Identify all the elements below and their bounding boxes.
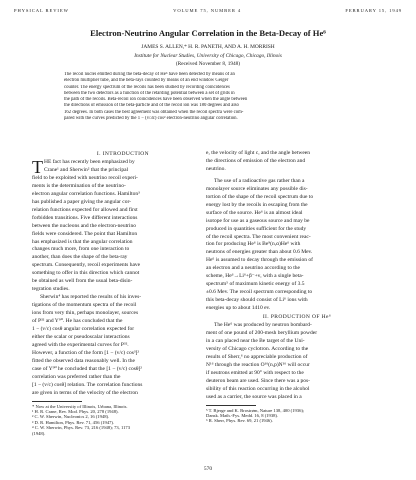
section-heading-introduction: I. INTRODUCTION xyxy=(96,151,150,157)
body-line: another, than does the shape of the beta-ray xyxy=(32,254,128,261)
body-line: ments is the determination of the neutrino- xyxy=(32,182,126,189)
body-line: sibility of this reaction occurring in the alcohol xyxy=(206,385,310,392)
body-line: fields were considered. The point that Hamilton xyxy=(32,230,138,237)
body-line: relation functions expected for allowed and first xyxy=(32,206,138,213)
issue-date: FEBRUARY 15, 1949 xyxy=(345,8,402,13)
footnotes-left xyxy=(32,404,214,436)
footnote: ⁵ T. Bjerge and K. Brostrøm, Nature 138, 400 (1936); xyxy=(206,407,305,413)
footnote-divider xyxy=(32,401,82,402)
body-line: the directions of emission of the electron and xyxy=(206,157,306,164)
body-line: results of Sherr,⁶ no appreciable production of xyxy=(206,353,308,360)
body-line: monolayer source eliminates any possible dis- xyxy=(206,185,308,192)
affiliation: Institute for Nuclear Studies, University of Chicago, Chicago, Illinois xyxy=(134,53,282,59)
body-line: has published a paper giving the angular cor- xyxy=(32,198,132,205)
body-line: neutrino. xyxy=(206,165,226,172)
body-line: However, a function of the form [1 − (v/c) cos³]² xyxy=(32,349,139,356)
body-line: scheme, He⁶→Li⁶+β⁻+ν, with a single beta- xyxy=(206,273,304,280)
body-line: tigations of the momentum spectra of the recoil xyxy=(32,302,137,309)
abstract xyxy=(64,72,354,122)
footnote: ² C. W. Sherwin, Nucleonics 2, 16 (1948). xyxy=(32,414,110,420)
article-title: Electron-Neutrino Angular Correlation in the Beta-Decay of He⁶ xyxy=(90,28,326,38)
footnote-divider xyxy=(206,405,256,406)
abstract-line: counter. The energy spectrum of the recoils has been studied by recording coincidences xyxy=(64,84,230,90)
footnote: ³ D. R. Hamilton, Phys. Rev. 71, 456 (1947). xyxy=(32,419,115,425)
body-line: He⁶ is assumed to decay through the emission of xyxy=(206,257,314,264)
body-line: ment of one pound of 200-mesh beryllium powder xyxy=(206,330,318,337)
body-line: be obtained as well from the usual beta-disin- xyxy=(32,278,133,285)
body-line: something to offer in this direction which cannot xyxy=(32,270,140,277)
body-line: this beta-decay should consist of Li⁶ ions with xyxy=(206,297,308,304)
body-line: spectrum. Consequently, recoil experiments have xyxy=(32,262,141,269)
body-line: if neutrons emitted at 90° with respect to the xyxy=(206,369,304,376)
footnote: ¹ H. R. Crane, Rev. Mod. Phys. 20, 278 (1948). xyxy=(32,409,119,414)
body-line: The He⁶ was produced by neutron bombard- xyxy=(214,322,312,329)
body-line: [1 − (v/c) cosθ] relation. The correlation functions xyxy=(32,381,143,388)
abstract-line: pared with the curves predicted by the 1 − (v/3c) cos² electron-neutrino angular correlation. xyxy=(64,116,238,122)
body-line: energy lost by the recoils in escaping from the xyxy=(206,201,308,208)
body-line: field to be exploited with neutrino recoil experi- xyxy=(32,174,138,181)
abstract-line: the path of the recoils. Beta-recoil ion coincidences have been observed when the angle between xyxy=(64,97,248,103)
body-line: e, the velocity of light c, and the angle between xyxy=(206,150,311,156)
body-line: ions from very thin, perhaps monolayer, sources xyxy=(32,310,139,317)
right-column xyxy=(206,150,388,424)
abstract-line: the directions of emission of the beta-particle and of the recoil ion was 180 degrees and also xyxy=(64,103,239,109)
body-line: energies up to about 1410 ev. xyxy=(206,305,271,312)
abstract-line: between the two detectors as a function of the retarding potential between a set of grids in xyxy=(64,90,235,96)
running-head xyxy=(14,8,402,13)
received-date: (Received November 8, 1948) xyxy=(175,61,241,67)
author-list: JAMES S. ALLEN,* H. R. PANETH, AND A. H. MORRISH xyxy=(141,44,275,50)
body-line: HE fact has recently been emphasized by xyxy=(44,159,135,165)
body-line: forbidden transitions. Five different interactions xyxy=(32,214,138,221)
body-line: The use of a radioactive gas rather than a xyxy=(214,177,305,184)
body-line: of the recoil spectra. The most convenient reac- xyxy=(206,233,311,240)
drop-cap: T xyxy=(32,157,43,177)
body-line: versity of Chicago cyclotron. According to the xyxy=(206,345,309,352)
body-line: spectrum⁵ of maximum kinetic energy of 3.5 xyxy=(206,281,305,288)
body-line: either the scalar or pseudoscalar interactions xyxy=(32,333,130,340)
body-line: fitted the observed data reasonably well. In the xyxy=(32,357,135,364)
body-line: an electron and a neutrino according to the xyxy=(206,265,300,272)
footnote: ⁶ R. Sherr, Phys. Rev. 69, 21 (1946). xyxy=(206,418,273,424)
body-line: has emphasized is that the angular correlation xyxy=(32,238,133,245)
body-line: used as a carrier, the source was placed in a xyxy=(206,393,302,400)
footnote: (1948). xyxy=(32,430,46,436)
page-number: 570 xyxy=(203,466,213,472)
body-line: tion for producing He⁶ is Be⁹(n,α)He⁶ with xyxy=(206,241,301,248)
abstract-line: The recoil nuclei emitted during the beta-decay of He⁶ have been detected by means of an xyxy=(64,72,235,77)
body-line: tegration studies. xyxy=(32,286,70,293)
body-line: isotope for use as a gaseous source and may be xyxy=(206,217,310,224)
body-line: deuteron beam are used. Since there was a pos- xyxy=(206,377,311,384)
body-line: produced in quantities sufficient for the study xyxy=(206,225,307,232)
footnote: Dansk. Math.-Fys. Medd. 16, 8 (1938). xyxy=(206,413,279,418)
body-line: case of Y⁹⁰ he concluded that the [1 − (v/c) cosθ]² xyxy=(32,365,142,372)
body-line: agreed with the experimental curves for P³². xyxy=(32,341,129,348)
body-line: between the nucleons and the electron-neutrino xyxy=(32,222,137,229)
body-line: 1 − (v/c) cosθ angular correlation expected for xyxy=(32,326,135,333)
left-column xyxy=(32,150,214,436)
journal-name: PHYSICAL REVIEW xyxy=(14,8,69,13)
body-line: correlation was preferred rather than the xyxy=(32,373,121,380)
body-line: neutrons of energies greater than about 0.6 Mev. xyxy=(206,249,313,256)
footnote: * Now at the University of Illinois, Urbana, Illinois. xyxy=(32,403,128,409)
volume-number: VOLUME 75, NUMBER 4 xyxy=(173,8,242,13)
body-line: N¹⁶ through the reaction O¹⁶(n,p)N¹⁶ will occur xyxy=(206,361,310,368)
body-line: surface of the source. He⁶ is an almost ideal xyxy=(206,209,303,216)
body-line: Sherwin⁴ has reported the results of his inves- xyxy=(40,294,142,301)
body-line: in a can placed near the Be target of the Uni- xyxy=(206,337,305,344)
footnote: ⁴ C. W. Sherwin, Phys. Rev. 73, 216 (1948); 73, 1173 xyxy=(32,425,130,431)
intro-opening xyxy=(32,159,214,175)
body-line: changes much more, from one interaction to xyxy=(32,246,130,253)
footnotes-right xyxy=(206,408,388,424)
body-line: of P³² and Y⁹⁰. He has concluded that the xyxy=(32,318,123,325)
body-line: tortion of the shape of the recoil spectrum due to xyxy=(206,193,314,200)
body-line: Crane¹ and Sherwin² that the principal xyxy=(44,166,129,173)
body-line: are given in terms of the velocity of the electron xyxy=(32,389,138,396)
abstract-line: electron multiplier tube, and the beta-rays counted by means of an end window Geiger xyxy=(64,78,229,84)
body-line: electron angular correlation functions. Hamilton³ xyxy=(32,190,140,197)
abstract-line: 162 degrees. In both cases the best agreement was obtained when the recoil spectra were com- xyxy=(64,109,244,115)
section-heading-production: II. PRODUCTION OF He⁶ xyxy=(262,314,332,321)
body-line: ±0.6 Mev. The recoil spectrum corresponding to xyxy=(206,289,313,296)
